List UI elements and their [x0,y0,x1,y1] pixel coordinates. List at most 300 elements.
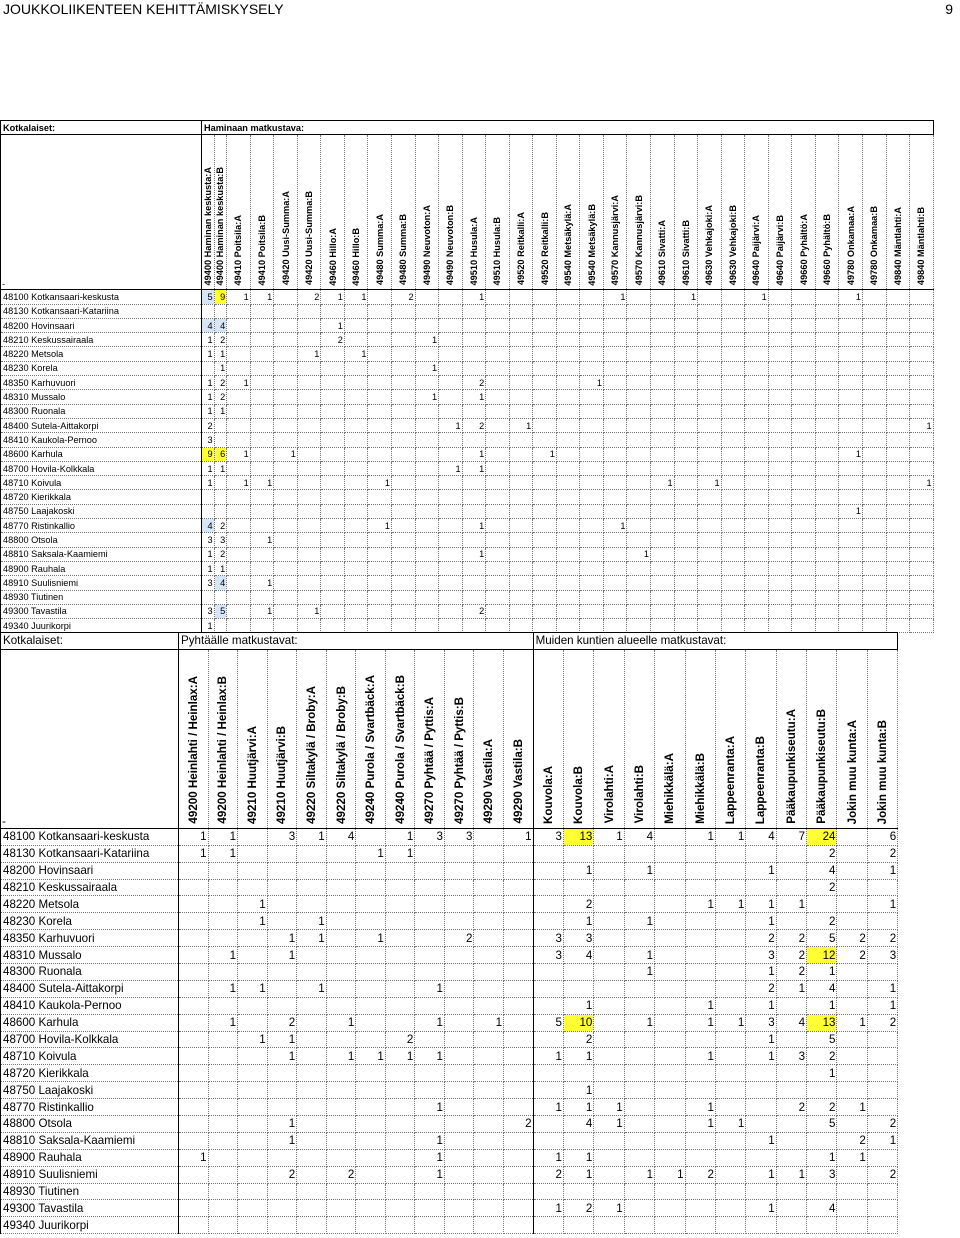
column-header [227,135,251,290]
table-cell [556,461,580,475]
table-cell: 1 [385,845,415,862]
table-cell: 1 [533,1048,563,1065]
table-cell [486,361,510,375]
table-cell [227,519,251,533]
table-cell [214,433,227,447]
table-cell: 1 [208,980,238,997]
table-cell [776,1082,806,1099]
table-cell: 2 [807,845,837,862]
column-header [444,649,474,828]
table-cell [698,376,722,390]
table-row [1,930,898,947]
table-cell [815,333,839,347]
table-cell [837,1217,867,1234]
table-cell: 1 [910,476,934,490]
table-cell [768,547,792,561]
table-cell [556,347,580,361]
table-cell [368,547,392,561]
table-cell [746,1149,776,1166]
table-cell [356,1132,386,1149]
table-cell [297,304,321,318]
table-cell [533,1082,563,1099]
table-cell [267,1082,297,1099]
column-header-label: 49240 Purola / Svartbäck:A [364,675,378,824]
table-row [1,1014,898,1031]
column-header-label: Virolahti:B [632,765,646,824]
table-row [1,404,934,418]
table-cell [227,561,251,575]
table-cell [267,913,297,930]
table-cell [474,1048,504,1065]
column-header-label: 49540 Metsäkylä:B [586,203,597,286]
table-cell: 5 [807,930,837,947]
table-cell [580,318,604,332]
table-cell [603,461,627,475]
table-cell [715,930,745,947]
column-header-label: Virolahti:A [602,765,616,824]
table-cell [385,964,415,981]
table-cell [839,490,863,504]
table-cell [721,304,745,318]
table-cell [792,561,816,575]
table-cell [321,347,345,361]
table-cell [839,604,863,618]
table-cell [655,930,685,947]
table-cell [594,862,624,879]
table-cell [415,318,439,332]
table-cell [580,433,604,447]
table-cell [392,476,416,490]
table-cell [392,561,416,575]
table-cell [368,533,392,547]
table-cell [415,1082,445,1099]
row-label: 49340 Juurikorpi [1,619,202,633]
table-cell [392,376,416,390]
table-cell [886,304,910,318]
table-cell [385,947,415,964]
table-cell [250,304,274,318]
table-cell: 3 [202,533,215,547]
table-cell [415,1116,445,1133]
table-cell [867,964,897,981]
table-cell [556,561,580,575]
table-cell [274,304,298,318]
table-cell: 5 [202,290,215,304]
table-cell [651,390,675,404]
column-header-label: 49210 Huutjärvi:B [275,725,289,824]
table-cell [837,845,867,862]
table-cell: 1 [910,418,934,432]
table-cell [462,533,486,547]
table-cell: 1 [202,619,215,633]
table-cell [462,561,486,575]
table-cell [326,1116,356,1133]
table-cell [655,947,685,964]
table-cell: 2 [867,1166,897,1183]
row-label: 48900 Rauhala [1,561,202,575]
table-cell [839,461,863,475]
table-cell [603,504,627,518]
table-cell [504,1183,534,1200]
table-cell [580,304,604,318]
table-cell [179,1082,209,1099]
table-cell [486,447,510,461]
table-cell: 1 [462,447,486,461]
table-cell: 1 [563,1149,593,1166]
column-header-label: Pääkaupunkiseutu:B [815,709,829,824]
column-header-label: Lappeenranta:A [724,735,738,824]
table-cell: 1 [807,1065,837,1082]
table-cell: 1 [250,576,274,590]
table-cell [439,561,463,575]
table-cell [624,896,654,913]
table-cell [807,1082,837,1099]
table-cell [627,504,651,518]
table-cell [715,879,745,896]
table-cell: 1 [746,1048,776,1065]
table-cell [745,576,769,590]
column-header [685,649,715,828]
table-cell: 1 [715,828,745,845]
table-cell [344,619,368,633]
table-cell [815,504,839,518]
table-cell: 4 [624,828,654,845]
table-cell [721,318,745,332]
row-label: 48210 Keskussairaala [1,879,179,896]
table-cell [486,347,510,361]
table-cell [603,390,627,404]
table-cell [250,490,274,504]
table-cell [238,1082,268,1099]
table-cell [721,404,745,418]
table-cell: 4 [214,318,227,332]
table-cell [867,1031,897,1048]
table-cell [462,619,486,633]
column-header [721,135,745,290]
table-cell [627,461,651,475]
table-cell [745,547,769,561]
column-header-label: 49410 Poitsila:A [233,214,244,286]
table-cell [745,433,769,447]
table-cell [674,590,698,604]
table-cell [385,1116,415,1133]
table-cell [227,547,251,561]
table-cell [504,1149,534,1166]
table-cell [274,433,298,447]
table-cell: 2 [267,1166,297,1183]
table-cell [745,604,769,618]
table-row [1,1166,898,1183]
table-cell [439,376,463,390]
table-cell [297,418,321,432]
table-cell [509,447,533,461]
table-cell: 1 [474,1014,504,1031]
table-cell [462,347,486,361]
table-cell: 2 [444,930,474,947]
table-cell [274,333,298,347]
table-cell [792,304,816,318]
column-header [594,649,624,828]
table-cell [368,347,392,361]
table-cell [910,576,934,590]
table-cell [509,404,533,418]
table-cell: 2 [867,1116,897,1133]
table-cell [368,290,392,304]
table-cell [655,1014,685,1031]
row-label: 48710 Koivula [1,476,202,490]
table-cell: 7 [776,828,806,845]
table-cell [776,997,806,1014]
table-cell [392,504,416,518]
column-header-label: 49220 Siltakylä / Broby:B [334,685,348,824]
table-cell [297,318,321,332]
table-cell [698,290,722,304]
table-cell [297,476,321,490]
table-cell: 1 [214,361,227,375]
table-cell [533,576,557,590]
table-cell [274,476,298,490]
table-cell [807,896,837,913]
table-cell [603,590,627,604]
table-cell [886,433,910,447]
table-cell [580,576,604,590]
table-cell [768,490,792,504]
data-grid [0,120,934,633]
table-cell [533,896,563,913]
table-cell [444,997,474,1014]
table-cell [839,590,863,604]
table-row [1,376,934,390]
table-cell [504,1200,534,1217]
table-cell [715,845,745,862]
column-header-label: 49270 Pyhtää / Pyttis:A [423,696,437,824]
table-row [1,333,934,347]
table-cell: 1 [227,290,251,304]
table-cell [815,447,839,461]
table-row [1,433,934,447]
table-cell [250,561,274,575]
table-cell [321,404,345,418]
table-cell [326,845,356,862]
table-cell: 1 [776,896,806,913]
table-cell [368,447,392,461]
column-header [474,649,504,828]
table-cell [214,418,227,432]
table-cell [721,290,745,304]
table-cell [627,490,651,504]
table-cell [392,418,416,432]
column-header-label: 49460 Hillo:A [327,227,338,286]
table-cell [208,964,238,981]
table-cell [674,533,698,547]
table-cell [651,347,675,361]
table-cell [685,845,715,862]
table-cell [509,590,533,604]
table-cell [580,447,604,461]
table-cell [368,619,392,633]
table-cell [297,533,321,547]
table-cell [910,333,934,347]
table-cell [839,304,863,318]
table-cell [504,947,534,964]
table-cell [462,490,486,504]
table-cell [792,433,816,447]
table-cell [603,404,627,418]
column-header-label: 49420 Uusi-Summa:A [280,191,291,286]
table-cell: 1 [250,290,274,304]
table-cell [837,997,867,1014]
table-cell [839,547,863,561]
table-cell: 5 [807,1031,837,1048]
table-cell [556,490,580,504]
table-cell [768,447,792,461]
table-cell [444,1014,474,1031]
table-cell: 1 [651,476,675,490]
table-cell [344,361,368,375]
table-cell [208,1200,238,1217]
table-cell [385,997,415,1014]
population-label: Kotkalaiset: [1,121,202,135]
table-cell [862,361,886,375]
table-cell [685,1149,715,1166]
table-cell [674,361,698,375]
table-cell [267,1217,297,1234]
table-cell [624,1132,654,1149]
table-cell [792,390,816,404]
table-cell [886,347,910,361]
table-cell [603,304,627,318]
table-cell [415,490,439,504]
table-cell [792,533,816,547]
table-cell [837,1116,867,1133]
table-cell [321,361,345,375]
table-cell [603,561,627,575]
table-cell [297,461,321,475]
table-cell [594,1217,624,1234]
table-cell [815,490,839,504]
table-cell: 1 [624,1014,654,1031]
table-cell [862,519,886,533]
table-cell [385,1200,415,1217]
row-label: 48310 Mussalo [1,390,202,404]
table-cell [886,576,910,590]
table-cell [715,980,745,997]
table-cell [768,576,792,590]
table-cell: 2 [462,604,486,618]
table-row [1,604,934,618]
table-cell [910,604,934,618]
table-cell [746,1183,776,1200]
table-row [1,590,934,604]
table-cell: 1 [563,997,593,1014]
table-cell [415,1217,445,1234]
table-cell [674,576,698,590]
table-cell [594,879,624,896]
table-cell: 3 [533,828,563,845]
table-cell [444,1099,474,1116]
table-cell: 2 [462,418,486,432]
page-number: 9 [945,1,953,17]
table-cell: 1 [594,1200,624,1217]
table-cell [179,997,209,1014]
table-cell: 1 [179,845,209,862]
row-label: 49300 Tavastila [1,1200,179,1217]
table-cell [655,997,685,1014]
column-header [862,135,886,290]
table-cell [837,879,867,896]
table-row [1,1048,898,1065]
table-cell: 1 [202,561,215,575]
table-cell [837,862,867,879]
table-cell [504,896,534,913]
table-cell [415,1183,445,1200]
table-cell [326,1031,356,1048]
column-header [392,135,416,290]
table-cell [227,604,251,618]
column-header-label: 49520 Reitkalli:A [516,212,527,286]
table-cell [509,504,533,518]
table-cell [474,1065,504,1082]
table-cell [533,404,557,418]
table-cell [745,333,769,347]
table-cell: 1 [685,1099,715,1116]
table-cell [910,519,934,533]
table-cell [474,862,504,879]
table-cell [698,333,722,347]
table-cell [862,561,886,575]
table-cell [462,590,486,604]
table-cell [297,1014,327,1031]
table-cell: 1 [267,1031,297,1048]
column-header [655,649,685,828]
table-cell [685,964,715,981]
table-cell [326,1217,356,1234]
table-cell [698,561,722,575]
table-cell [250,347,274,361]
table-cell [321,533,345,547]
table-row [1,1031,898,1048]
table-cell [715,1048,745,1065]
table-cell [674,304,698,318]
table-cell [792,447,816,461]
table-cell [556,476,580,490]
table-cell: 2 [746,980,776,997]
table-cell: 2 [807,879,837,896]
column-header-label: Jokin muu kunta:A [845,719,859,824]
table-cell: 3 [807,1166,837,1183]
table-cell [768,318,792,332]
table-cell [624,1099,654,1116]
table-cell: 1 [439,418,463,432]
table-cell [238,930,268,947]
table-cell [792,590,816,604]
table-cell [655,896,685,913]
table-cell [721,604,745,618]
table-cell: 2 [214,376,227,390]
table-cell [603,347,627,361]
table-cell [274,290,298,304]
table-cell [267,1065,297,1082]
table-cell [792,619,816,633]
table-cell [815,304,839,318]
table-cell [344,447,368,461]
table-cell [202,304,215,318]
table-cell [886,490,910,504]
table-cell [250,433,274,447]
table-cell [655,845,685,862]
table-cell [385,1099,415,1116]
table-cell [415,290,439,304]
